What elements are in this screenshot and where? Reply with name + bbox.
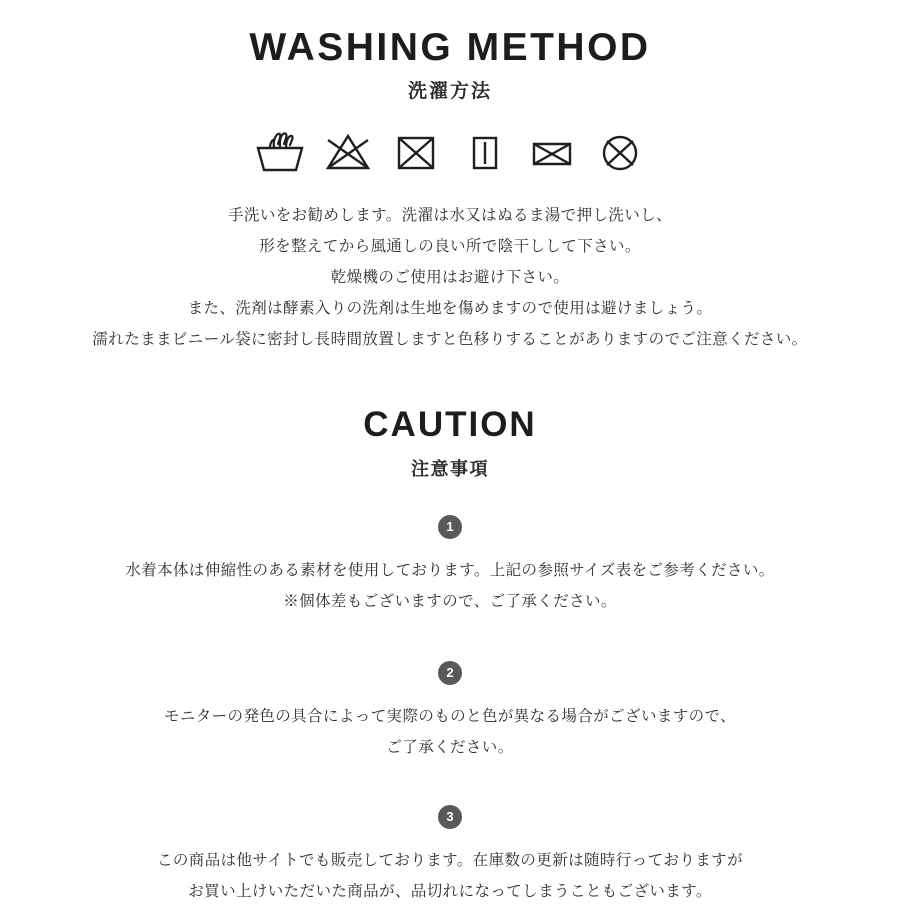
caution-note	[0, 515, 900, 617]
washing-instructions	[0, 200, 900, 355]
no-tumble-dry-icon	[390, 130, 442, 174]
note-number-badge: 1	[438, 515, 462, 539]
note-number-badge: 3	[438, 805, 462, 829]
caution-section	[0, 405, 900, 907]
caution-note-text	[0, 701, 900, 763]
care-symbol-row	[0, 130, 900, 174]
caution-subtitle: 注意事項	[411, 458, 489, 479]
caution-line: ※個体差もございますので、ご了承ください。	[283, 592, 617, 610]
caution-line: お買い上けいただいた商品が、品切れになってしまうこともございます。	[188, 882, 712, 900]
washing-line: 手洗いをお勧めします。洗濯は水又はぬるま湯で押し洗いし、	[228, 206, 672, 224]
page-subtitle: 洗濯方法	[407, 80, 492, 102]
washing-line: 乾燥機のご使用はお避け下さい。	[330, 268, 570, 286]
caution-line: モニターの発色の具合によって実際のものと色が異なる場合がございますので、	[163, 707, 737, 725]
caution-line: 水着本体は伸縮性のある素材を使用しております。上記の参照サイズ表をご参考ください。	[125, 561, 775, 579]
caution-line: この商品は他サイトでも販売しております。在庫数の更新は随時行っておりますが	[157, 851, 743, 869]
no-bleach-icon	[322, 130, 374, 174]
washing-line: 形を整えてから風通しの良い所で陰干しして下さい。	[259, 237, 641, 255]
washing-method-section	[0, 0, 900, 355]
no-dry-clean-cross-icon	[526, 130, 578, 174]
page-title: WASHING METHOD	[249, 26, 651, 69]
caution-note	[0, 661, 900, 763]
caution-note-text	[0, 845, 900, 907]
note-number-badge: 2	[438, 661, 462, 685]
washing-line: また、洗剤は酵素入りの洗剤は生地を傷めますので使用は避けましょう。	[187, 299, 713, 317]
no-wring-icon	[594, 130, 646, 174]
caution-title: CAUTION	[363, 404, 537, 444]
caution-note-text	[0, 555, 900, 617]
washing-line: 濡れたままビニール袋に密封し長時間放置しますと色移りすることがありますのでご注意ください。	[92, 330, 808, 348]
hand-wash-icon	[254, 130, 306, 174]
caution-note	[0, 805, 900, 907]
caution-line: ご了承ください。	[386, 738, 514, 756]
iron-low-temp-icon	[458, 130, 510, 174]
